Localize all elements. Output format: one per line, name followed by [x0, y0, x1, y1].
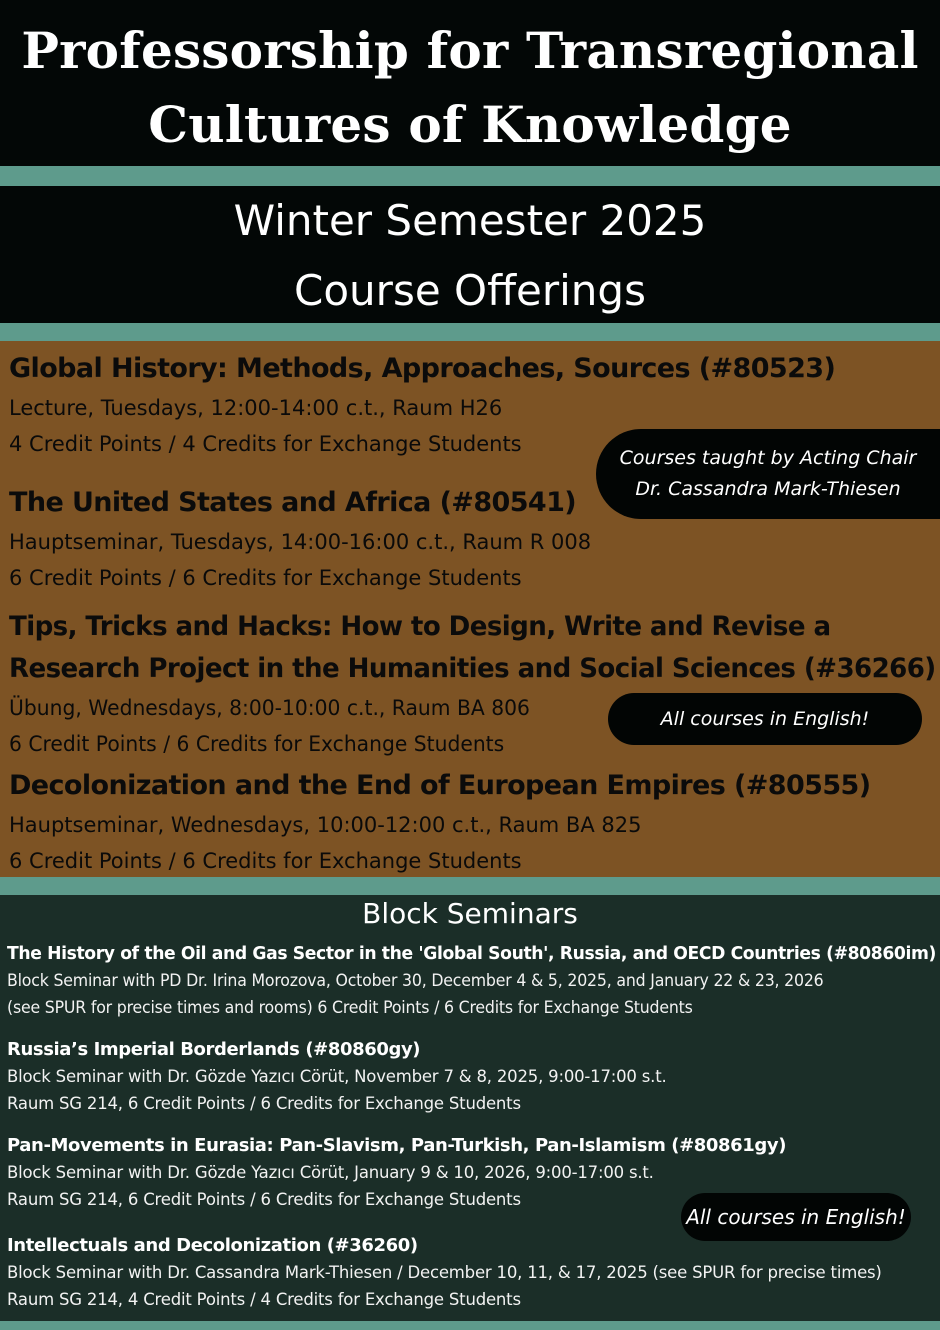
seminar-details: Block Seminar with Dr. Gözde Yazıcı Cörüt, January 9 & 10, 2026, 9:00-17:00 s.t.: [7, 1163, 654, 1182]
english-note-block-seminars: All courses in English!: [681, 1193, 911, 1241]
page-title: [0, 0, 940, 162]
course-details: Hauptseminar, Tuesdays, 14:00-16:00 c.t., Raum R 008: [9, 530, 592, 554]
seminar-pan-movements: [7, 1132, 786, 1213]
course-title-line-1: Tips, Tricks and Hacks: How to Design, Write and Revise a: [9, 611, 831, 642]
seminar-details: Block Seminar with Dr. Gözde Yazıcı Cörüt, November 7 & 8, 2025, 9:00-17:00 s.t.: [7, 1067, 667, 1086]
course-credits: 6 Credit Points / 6 Credits for Exchange Students: [9, 566, 522, 590]
course-title: Decolonization and the End of European Empires (#80555): [9, 770, 871, 801]
block-seminars-heading: Block Seminars: [362, 897, 578, 930]
course-title: The United States and Africa (#80541): [9, 487, 577, 518]
acting-chair-note: [596, 429, 940, 519]
course-credits: 6 Credit Points / 6 Credits for Exchange Students: [9, 849, 522, 873]
seminar-oil-gas: [7, 940, 940, 1021]
seminar-intellectuals: [7, 1232, 882, 1313]
title-line-2: Cultures of Knowledge: [148, 95, 792, 154]
seminar-credits: Raum SG 214, 6 Credit Points / 6 Credits for Exchange Students: [7, 1190, 521, 1209]
seminar-title: Intellectuals and Decolonization (#36260): [7, 1235, 418, 1256]
title-band: [0, 0, 940, 166]
course-decolonization: [9, 764, 870, 879]
course-details: Hauptseminar, Wednesdays, 10:00-12:00 c.t., Raum BA 825: [9, 813, 642, 837]
title-line-1: Professorship for Transregional: [21, 21, 919, 80]
semester-title: Winter Semester 2025: [233, 196, 707, 245]
seminar-credits: Raum SG 214, 4 Credit Points / 4 Credits for Exchange Students: [7, 1290, 521, 1309]
semester-band: [0, 186, 940, 323]
seminar-title: Pan-Movements in Eurasia: Pan-Slavism, Pan-Turkish, Pan-Islamism (#80861gy): [7, 1135, 787, 1156]
course-offerings-title: Course Offerings: [294, 266, 646, 315]
acting-chair-line-1: Courses taught by Acting Chair: [619, 447, 917, 469]
seminar-title: Russia’s Imperial Borderlands (#80860gy): [7, 1039, 421, 1060]
course-title-line-2: Research Project in the Humanities and Social Sciences (#36266): [9, 653, 936, 684]
english-note-courses: All courses in English!: [608, 693, 922, 745]
course-title: Global History: Methods, Approaches, Sources (#80523): [9, 353, 836, 384]
acting-chair-line-2: Dr. Cassandra Mark-Thiesen: [635, 478, 901, 500]
course-details: Übung, Wednesdays, 8:00-10:00 c.t., Raum BA 806: [9, 696, 530, 720]
seminar-details: Block Seminar with Dr. Cassandra Mark-Thiesen / December 10, 11, & 17, 2025 (see SPUR for precise times): [7, 1263, 882, 1282]
course-credits: 4 Credit Points / 4 Credits for Exchange Students: [9, 432, 522, 456]
course-credits: 6 Credit Points / 6 Credits for Exchange Students: [9, 732, 505, 756]
seminar-credits: (see SPUR for precise times and rooms) 6 Credit Points / 6 Credits for Exchange Students: [7, 998, 693, 1017]
course-details: Lecture, Tuesdays, 12:00-14:00 c.t., Raum H26: [9, 396, 503, 420]
course-us-africa: [9, 481, 591, 596]
seminar-title: The History of the Oil and Gas Sector in the 'Global South', Russia, and OECD Countries (#80860im): [7, 943, 937, 964]
seminar-details: Block Seminar with PD Dr. Irina Morozova, October 30, December 4 & 5, 2025, and January 22 & 23, 2026: [7, 971, 824, 990]
seminar-credits: Raum SG 214, 6 Credit Points / 6 Credits for Exchange Students: [7, 1094, 521, 1113]
seminar-imperial-borderlands: [7, 1036, 667, 1117]
